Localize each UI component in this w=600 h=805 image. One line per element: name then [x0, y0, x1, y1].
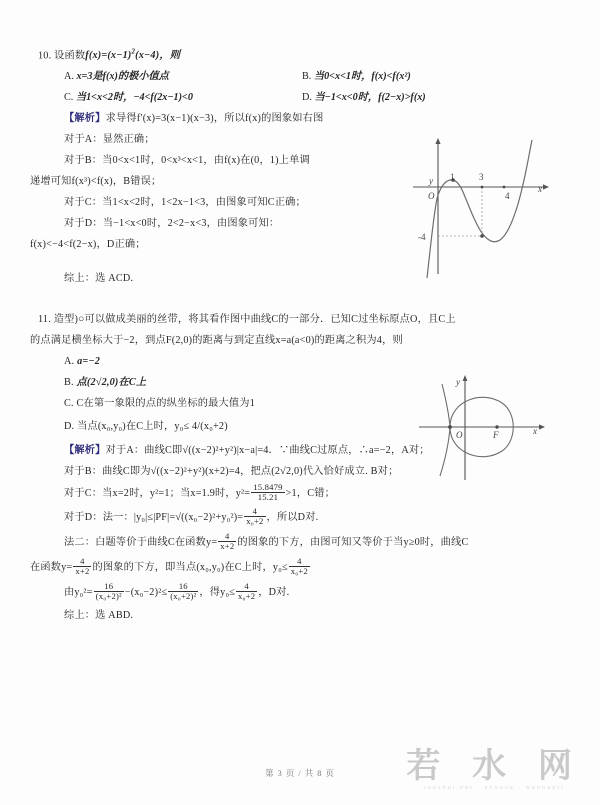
focus-point: [495, 425, 498, 428]
page-footer: 第 3 页 / 共 8 页: [265, 769, 335, 778]
q10-solution-conclusion: 综上：选 ACD.: [64, 273, 134, 285]
q11-solution-line-d4: [30, 580, 570, 605]
q11-number: 11.: [38, 314, 51, 326]
upper-branch-path: [442, 384, 450, 427]
fraction-denominator: (x₀+2)²: [95, 591, 122, 602]
q10-option-a-text: x=3是f(x)的极小值点: [76, 71, 169, 83]
fraction-numerator: 16: [168, 582, 198, 592]
q10-solution-line-2: 对于A：显然正确；: [64, 134, 155, 146]
minimum-point: [480, 234, 484, 238]
q11-solution-d2-post: 的图象的下方，由图可知又等价于当y≥0时，曲线C: [237, 537, 469, 549]
q11-option-a-key: A.: [64, 356, 75, 368]
fraction-16-over-x0-plus-2-sq-b: [168, 582, 198, 602]
q11-solution-c-post: >1，C错；: [285, 488, 336, 500]
lower-branch-path: [440, 427, 450, 476]
q10-option-a: [64, 66, 302, 87]
q11-stem-text-1: 造型)○可以做成美丽的丝带，将其看作图中曲线C的一部分．已知C过坐标原点O，且C上: [53, 314, 456, 326]
q11-solution-d4-mid2: ，得y₀≤: [199, 587, 236, 599]
figure-loop-curve: [405, 372, 575, 484]
fraction-numerator: 4: [289, 557, 310, 567]
y-axis-arrow: [463, 375, 468, 381]
cubic-curve-path: [427, 140, 532, 278]
q11-solution-d3-mid: 的图象的下方，即当点(x₀,y₀)在C上时，y₀≤: [92, 562, 288, 574]
q10-stem-fx: f(x)=(x−1): [85, 50, 132, 62]
q10-option-b-text: 当0<x<1时，f(x)<f(x²): [313, 71, 411, 83]
fraction-numerator: 4: [73, 557, 91, 567]
y-tick-label-minus4: -4: [418, 232, 426, 242]
q10-option-c-key: C.: [64, 92, 74, 104]
q10-option-row-ab: [30, 66, 570, 87]
q10-option-d-key: D.: [302, 92, 312, 104]
q11-solution-d2-pre: 法二：白题等价于曲线C在函数y=: [64, 537, 218, 549]
x-tick-label-1: 1: [450, 172, 455, 182]
fraction-numerator: 4: [236, 582, 257, 592]
q11-solution-c-pre: 对于C：当x=2时，y²=1；当x=1.9时，y²=: [64, 488, 251, 500]
x-axis-arrow: [539, 424, 545, 429]
watermark-subtext: ruoshui.net · shuxue · wennaoti: [423, 785, 565, 791]
watermark: [406, 746, 582, 791]
q11-solution-text-a: 对于A：曲线C即√((x−2)²+y²)|x−a|=4．∵曲线C过原点，∴a=−2，A对；: [105, 445, 430, 457]
q11-solution-line-c: [30, 482, 570, 506]
q11-solution-label: 【解析】: [64, 445, 106, 457]
q11-option-d-text: 当点(x₀,y₀)在C上时，y₀≤ 4/(x₀+2): [77, 421, 228, 433]
q11-option-a-text: a=−2: [77, 356, 101, 368]
q11-stem-text-2: 的点满足横坐标大于−2，到点F(2,0)的距离与到定直线x=a(a<0)的距离之积为4，则: [30, 335, 403, 347]
q10-option-row-cd: [30, 87, 570, 108]
fraction-4-over-x-plus-2: [218, 532, 236, 552]
fraction-numerator: 15.8479: [253, 481, 283, 492]
fraction-denominator: x₀+2: [290, 566, 308, 577]
q10-stem-exponent: 2: [131, 49, 136, 56]
q10-solution-text-1: 求导得f′(x)=3(x−1)(x−3)，所以f(x)的图象如右图: [105, 113, 324, 125]
origin-label: O: [456, 430, 463, 440]
fraction-denominator: x₀+2: [238, 591, 256, 602]
x-tick-label-3: 3: [479, 172, 484, 182]
q11-solution-d4-post: ，D对.: [258, 587, 290, 599]
figure-cubic-curve: [405, 132, 575, 280]
q10-option-b: [302, 66, 411, 87]
fraction-4-over-x-plus-2-b: [73, 557, 91, 577]
q11-stem-line-2: [30, 330, 570, 351]
q10-stem-post: (x−4)，则: [135, 50, 181, 62]
q11-option-b-key: B.: [64, 377, 74, 389]
q10-stem-pre: 设函数: [54, 50, 86, 62]
x-tick-3-dot: [481, 186, 484, 189]
fraction-4-over-x0-plus-2: [244, 507, 265, 527]
q10-option-d-text: 当−1<x<0时，f(2−x)>f(x): [314, 92, 426, 104]
focus-label: F: [493, 430, 499, 440]
origin-point: [448, 425, 452, 429]
fraction-numerator: 4: [244, 507, 265, 517]
fraction-denominator: x₀+2: [246, 516, 264, 527]
q11-stem-line-1: [30, 309, 570, 330]
fraction-denominator: x+2: [75, 566, 90, 577]
x-axis-label: x: [533, 426, 537, 436]
q11-option-c-key: C.: [64, 398, 74, 410]
q10-solution-line-6: 对于D：当−1<x<0时，2<2−x<3，由图象可知：: [64, 218, 280, 230]
y-axis-label: y: [429, 176, 433, 186]
q10-solution-line-1: [30, 108, 570, 129]
fraction-denominator: (x₀+2)²: [170, 591, 197, 602]
y-axis-label: y: [456, 377, 460, 387]
q11-solution-d1-post: ，所以D对.: [266, 512, 319, 524]
q11-option-d-key: D.: [64, 421, 75, 433]
fraction-16-over-x0-plus-2-sq: [94, 582, 124, 602]
q11-solution-d3-pre: 在函数y=: [30, 562, 73, 574]
q11-solution-line-d3: [30, 555, 570, 580]
y-axis-arrow: [435, 138, 440, 144]
cubic-curve-svg: [405, 132, 575, 280]
loop-curve-svg: [405, 372, 575, 484]
q10-option-c: [64, 87, 302, 108]
q11-solution-line-b: 对于B：曲线C即为√((x−2)²+y²)(x+2)=4，把点(2√2,0)代入恰好成立. B对；: [64, 466, 399, 478]
q10-option-a-key: A.: [64, 71, 74, 83]
q11-option-b-text: 点(2√2,0)在C上: [76, 377, 147, 389]
q11-solution-d4-mid: −(x₀−2)²≤: [124, 587, 168, 599]
fraction-denominator: 15.21: [257, 492, 279, 503]
origin-label: O: [428, 191, 435, 201]
fraction-denominator: x+2: [220, 541, 235, 552]
q10-option-d: [302, 87, 426, 108]
fraction-15-8479-over-15-21: [251, 483, 284, 503]
q10-option-c-text: 当1<x<2时，−4<f(2x−1)<0: [75, 92, 193, 104]
q11-solution-d1-pre: 对于D：法一：|y₀|≤|PF|=√((x₀−2)²+y₀²)=: [64, 512, 244, 524]
q11-option-c-text: C在第一象限的点的纵坐标的最大值为1: [76, 398, 255, 410]
q10-solution-label: 【解析】: [64, 113, 106, 125]
q11-solution-conclusion: 综上：选 ABD.: [64, 610, 134, 622]
x-tick-4-dot: [503, 186, 506, 189]
q11-option-a: [30, 351, 570, 372]
q11-solution-d4-pre: 由y₀²=: [64, 587, 93, 599]
q11-solution-line-d2: [30, 530, 570, 555]
x-axis-label: x: [538, 184, 542, 194]
fraction-4-over-x0-plus-2-c: [236, 582, 257, 602]
q11-solution-line-d1: [30, 506, 570, 530]
q10-stem: [30, 42, 570, 66]
q10-option-b-key: B.: [302, 71, 312, 83]
x-tick-label-4: 4: [505, 191, 510, 201]
x-axis-arrow: [543, 184, 549, 189]
q10-solution-line-4: 递增可知f(x³)<f(x)，B错误；: [30, 176, 162, 188]
q10-number: 10.: [38, 50, 52, 62]
q10-solution-line-3: 对于B：当0<x<1时，0<x³<x<1，由f(x)在(0，1)上单调: [64, 155, 310, 167]
watermark-text: 若 水 网: [406, 746, 582, 786]
fraction-numerator: 16: [94, 582, 124, 592]
q10-solution-line-7: f(x)<−4<f(2−x)，D正确；: [30, 239, 146, 251]
q10-solution-line-5: 对于C：当1<x<2时，1<2x−1<3，由图象可知C正确；: [64, 197, 306, 209]
fraction-numerator: 4: [218, 532, 236, 542]
fraction-4-over-x0-plus-2-b: [289, 557, 310, 577]
